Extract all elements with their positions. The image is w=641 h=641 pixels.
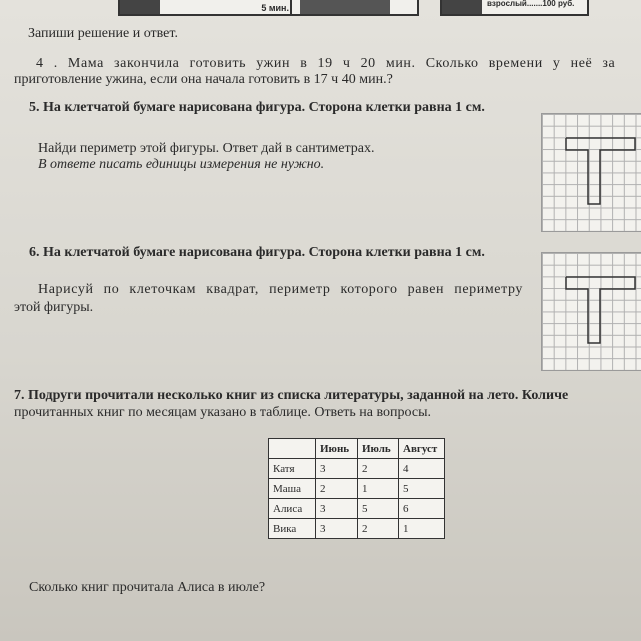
- table-cell: 6: [399, 499, 445, 519]
- table-header-cell: Август: [399, 439, 445, 459]
- table-header-row: [269, 439, 445, 459]
- task5-figure: [542, 114, 641, 231]
- books-table: [268, 438, 445, 539]
- task5-line3: В ответе писать единицы измерения не нужно.: [38, 157, 325, 172]
- table-cell: 5: [399, 479, 445, 499]
- intro-text: Запиши решение и ответ.: [28, 26, 178, 41]
- table-header-cell: Июнь: [316, 439, 358, 459]
- table-cell-name: Вика: [269, 519, 316, 539]
- table-cell-name: Катя: [269, 459, 316, 479]
- table-cell: 1: [399, 519, 445, 539]
- task4-line2: приготовление ужина, если она начала готовить в 17 ч 40 мин.?: [14, 72, 393, 87]
- table-header-cell: Июль: [358, 439, 399, 459]
- picture-placeholder: [120, 0, 160, 14]
- table-header-cell: [269, 439, 316, 459]
- table-cell: 4: [399, 459, 445, 479]
- table-row: [269, 519, 445, 539]
- table-cell: 3: [316, 519, 358, 539]
- task5-grid: [541, 113, 641, 232]
- top-box-time: 5 мин.: [261, 3, 289, 13]
- task4-line1: 4 . Мама закончила готовить ужин в 19 ч 20 мин. Сколько времени у неё за: [36, 56, 616, 71]
- table-cell: 3: [316, 459, 358, 479]
- top-box-3: [440, 0, 589, 16]
- table-cell-name: Маша: [269, 479, 316, 499]
- table-cell: 2: [358, 519, 399, 539]
- top-box-2: [290, 0, 419, 16]
- table-cell: 3: [316, 499, 358, 519]
- task6-line1: 6. На клетчатой бумаге нарисована фигура. Сторона клетки равна 1 см.: [29, 245, 485, 260]
- task7-question: Сколько книг прочитала Алиса в июле?: [29, 580, 266, 595]
- table-cell: 2: [316, 479, 358, 499]
- picture-placeholder: [300, 0, 390, 14]
- table-cell: 5: [358, 499, 399, 519]
- task7-line2: прочитанных книг по месяцам указано в таблице. Ответь на вопросы.: [14, 405, 431, 420]
- table-row: [269, 499, 445, 519]
- task7-line1: 7. Подруги прочитали несколько книг из списка литературы, заданной на лето. Количе: [14, 388, 569, 403]
- task6-figure: [542, 253, 641, 370]
- table-cell: 2: [358, 459, 399, 479]
- table-row: [269, 479, 445, 499]
- table-cell: 1: [358, 479, 399, 499]
- picture-placeholder: [442, 0, 482, 14]
- table-row: [269, 459, 445, 479]
- task6-line2: Нарисуй по клеточкам квадрат, периметр которого равен периметру: [38, 282, 524, 297]
- table-cell-name: Алиса: [269, 499, 316, 519]
- task6-line3: этой фигуры.: [14, 300, 94, 315]
- price-adult: взрослый.......100 руб.: [487, 0, 575, 8]
- task5-line2: Найди периметр этой фигуры. Ответ дай в сантиметрах.: [38, 141, 375, 156]
- task6-grid: [541, 252, 641, 371]
- top-box-1: [118, 0, 297, 16]
- task5-line1: 5. На клетчатой бумаге нарисована фигура. Сторона клетки равна 1 см.: [29, 100, 485, 115]
